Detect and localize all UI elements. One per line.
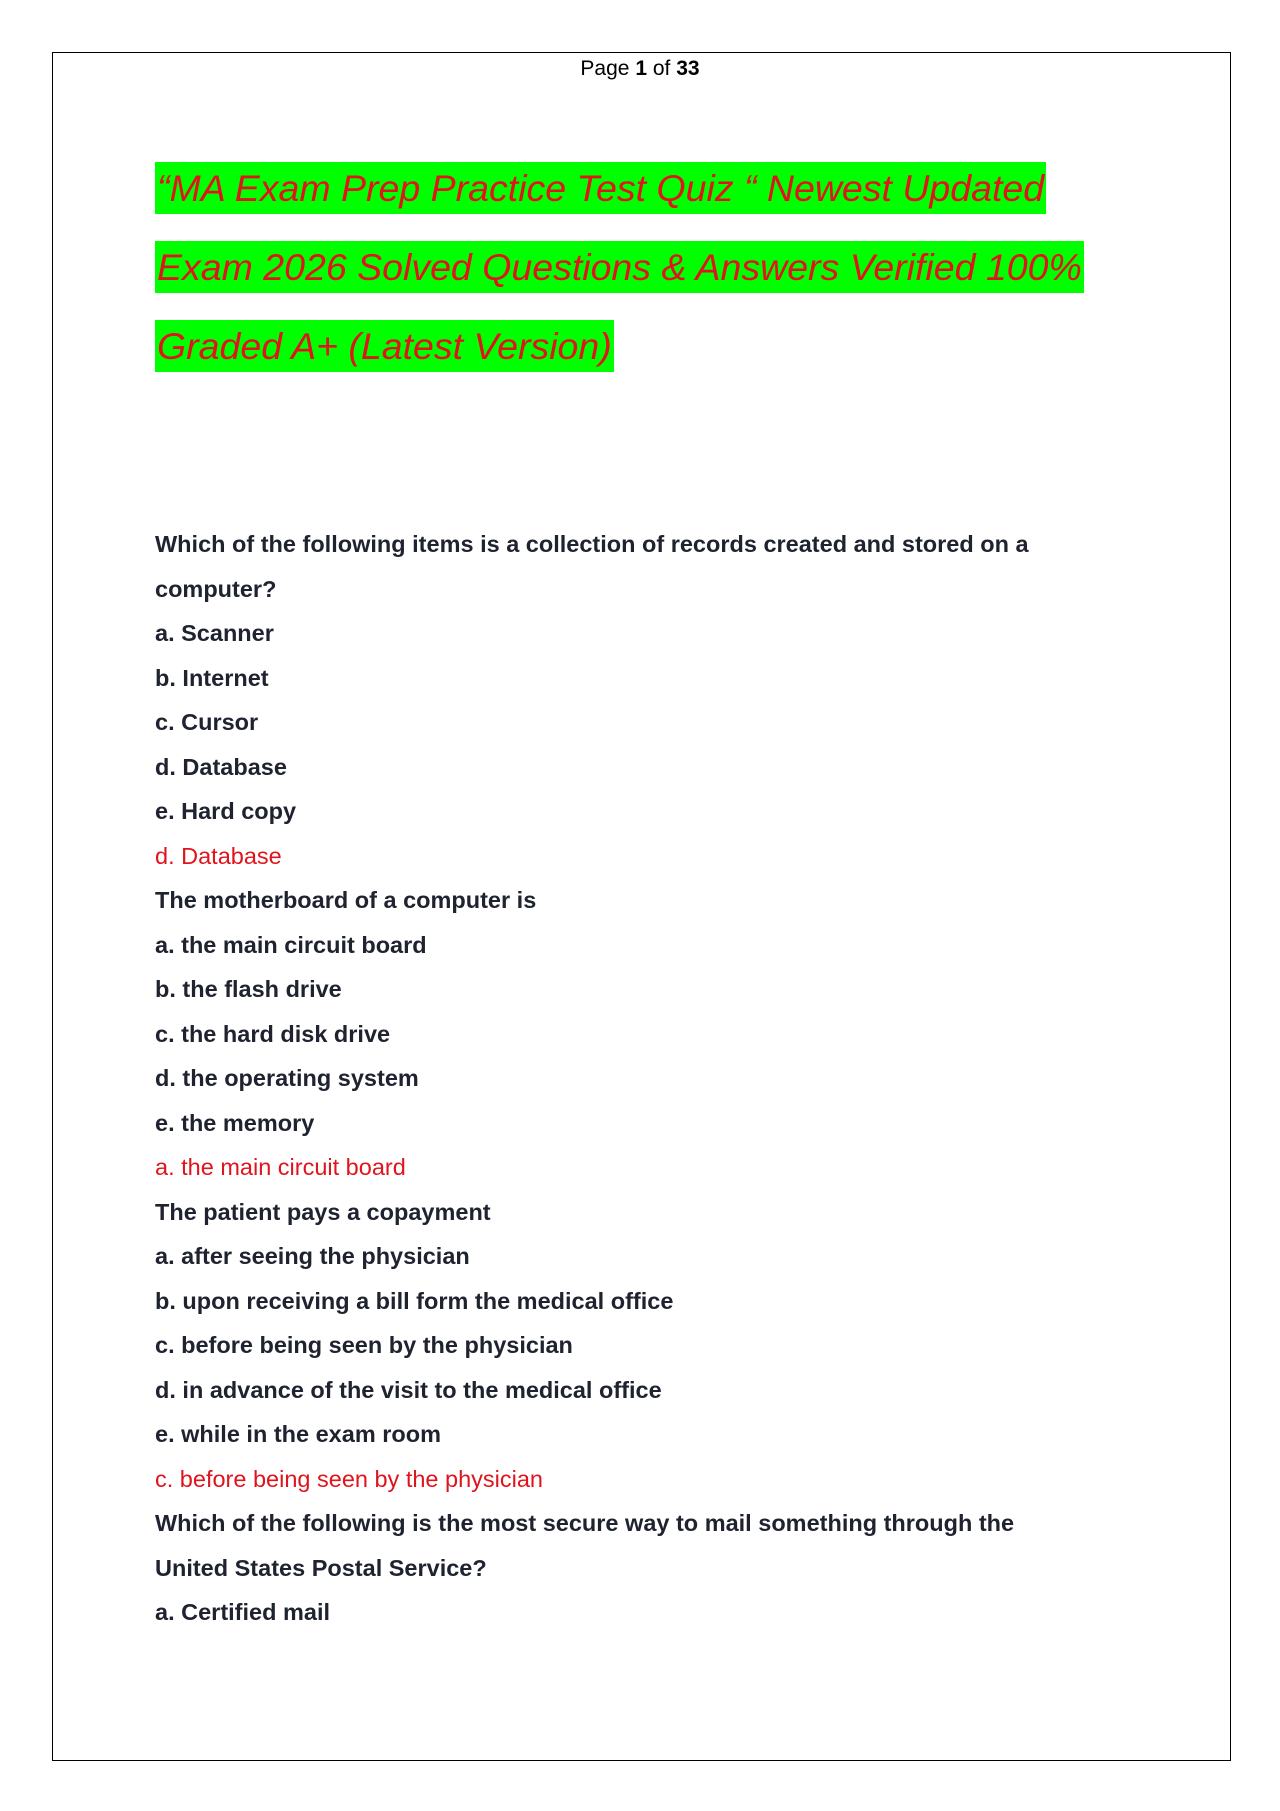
question-line: The patient pays a copayment [155,1198,491,1225]
page-number [0,55,1280,83]
answer-line: a. the main circuit board [155,1154,406,1180]
option-line: c. before being seen by the physician [155,1332,573,1358]
document-title [155,162,1175,399]
page-of: of [652,57,671,80]
option-line: d. the operating system [155,1065,419,1091]
option-line: e. Hard copy [155,798,297,824]
option-line: c. Cursor [155,709,259,735]
question-line: Which of the following is the most secure way to mail something through the [155,1510,1015,1536]
option-line: e. the memory [155,1109,315,1136]
page-total: 33 [676,57,700,80]
option-line: a. after seeing the physician [155,1243,470,1269]
answer-line: c. before being seen by the physician [155,1465,544,1492]
question-line: Which of the following items is a collection of records created and stored on a [155,531,1029,557]
option-line: a. the main circuit board [155,931,427,958]
question-answer-list [155,522,1155,1635]
title-line-text: Graded A+ (Latest Version) [155,320,614,372]
option-line: d. in advance of the visit to the medical office [155,1376,662,1403]
title-line [155,241,1175,320]
page-label: Page [580,57,630,80]
option-line: c. the hard disk drive [155,1020,391,1047]
title-line [155,320,1175,399]
option-line: e. while in the exam room [155,1421,441,1447]
option-line: a. Certified mail [155,1599,330,1625]
option-line: b. the flash drive [155,976,342,1002]
question-line: The motherboard of a computer is [155,887,537,913]
option-line: a. Scanner [155,620,274,646]
page-current: 1 [635,57,647,80]
title-line-text: “MA Exam Prep Practice Test Quiz “ Newest Updated [155,162,1046,214]
title-line-text: Exam 2026 Solved Questions & Answers Verified 100% [155,241,1084,293]
title-line [155,162,1175,241]
question-line: United States Postal Service? [155,1554,487,1581]
option-line: d. Database [155,753,287,780]
answer-line: d. Database [155,842,282,869]
question-line: computer? [155,575,277,602]
option-line: b. Internet [155,664,269,691]
option-line: b. upon receiving a bill form the medical office [155,1287,674,1314]
